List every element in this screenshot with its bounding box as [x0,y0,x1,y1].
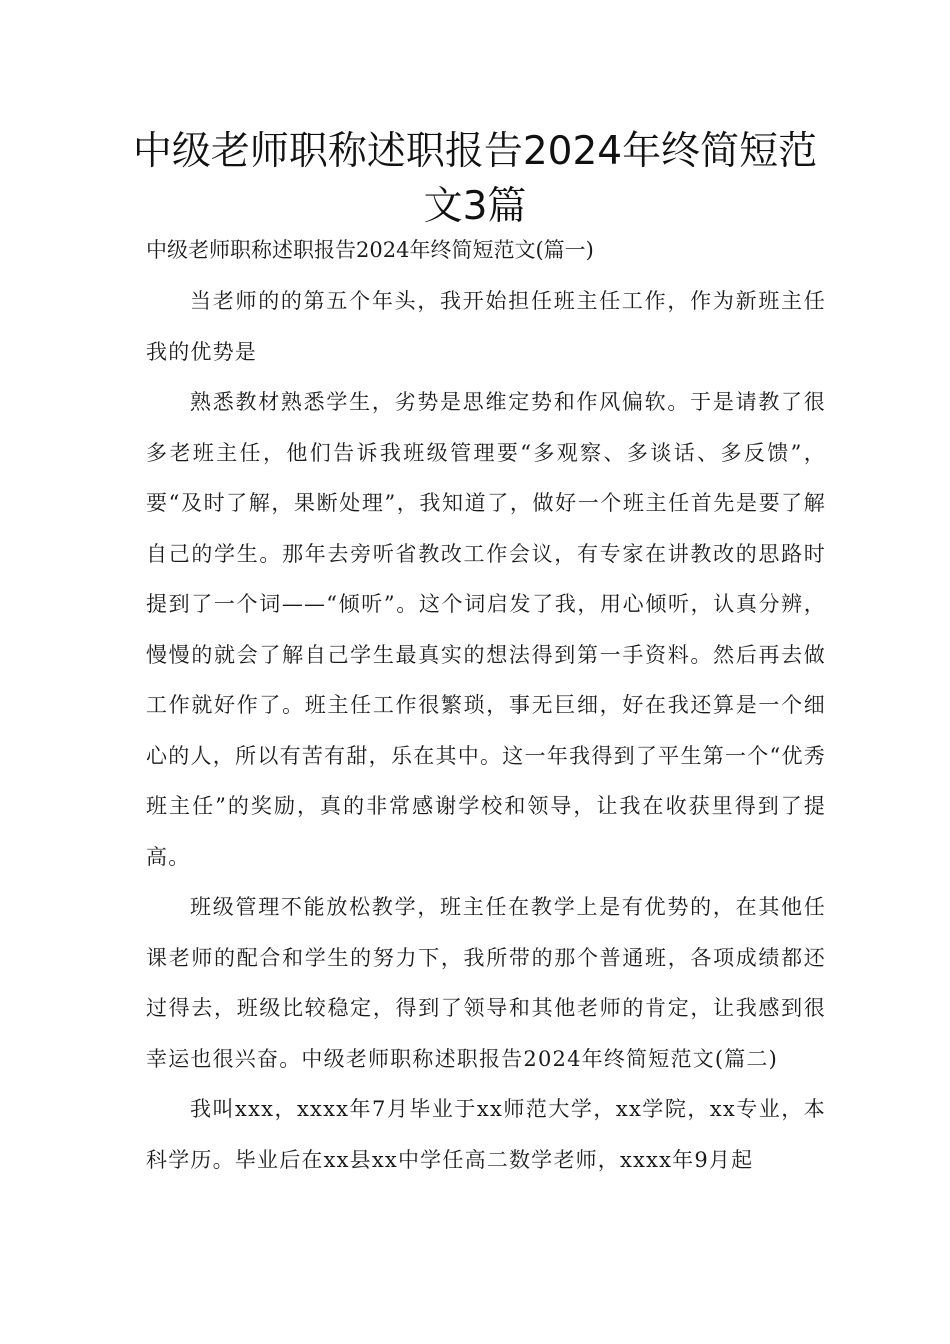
document-body [146,276,826,1185]
section-heading: 中级老师职称述职报告2024年终简短范文(篇一) [146,238,594,262]
paragraph: 班级管理不能放松教学，班主任在教学上是有优势的，在其他任课老师的配合和学生的努力下，我所带的那个普通班，各项成绩都还过得去，班级比较稳定，得到了领导和其他老师的肯定，让我感到很幸运也很兴奋。中级老师职称述职报告2024年终简短范文(篇二) [146,895,826,1071]
document-title: 中级老师职称述职报告2024年终简短范文3篇 [132,129,818,229]
paragraph: 当老师的的第五个年头，我开始担任班主任工作，作为新班主任我的优势是 [146,289,826,364]
paragraph: 熟悉教材熟悉学生，劣势是思维定势和作风偏软。于是请教了很多老班主任，他们告诉我班级管理要“多观察、多谈话、多反馈”，要“及时了解，果断处理”，我知道了，做好一个班主任首先是要了解自己的学生。那年去旁听省教改工作会议，有专家在讲教改的思路时提到了一个词——“倾听”。这个词启发了我，用心倾听，认真分辨，慢慢的就会了解自己学生最真实的想法得到第一手资料。然后再去做工作就好作了。班主任工作很繁琐，事无巨细，好在我还算是一个细心的人，所以有苦有甜，乐在其中。这一年我得到了平生第一个“优秀班主任”的奖励，真的非常感谢学校和领导，让我在收获里得到了提高。 [146,390,826,869]
paragraph: 我叫xxx，xxxx年7月毕业于xx师范大学，xx学院，xx专业，本科学历。毕业后在xx县xx中学任高二数学老师，xxxx年9月起 [146,1097,826,1172]
